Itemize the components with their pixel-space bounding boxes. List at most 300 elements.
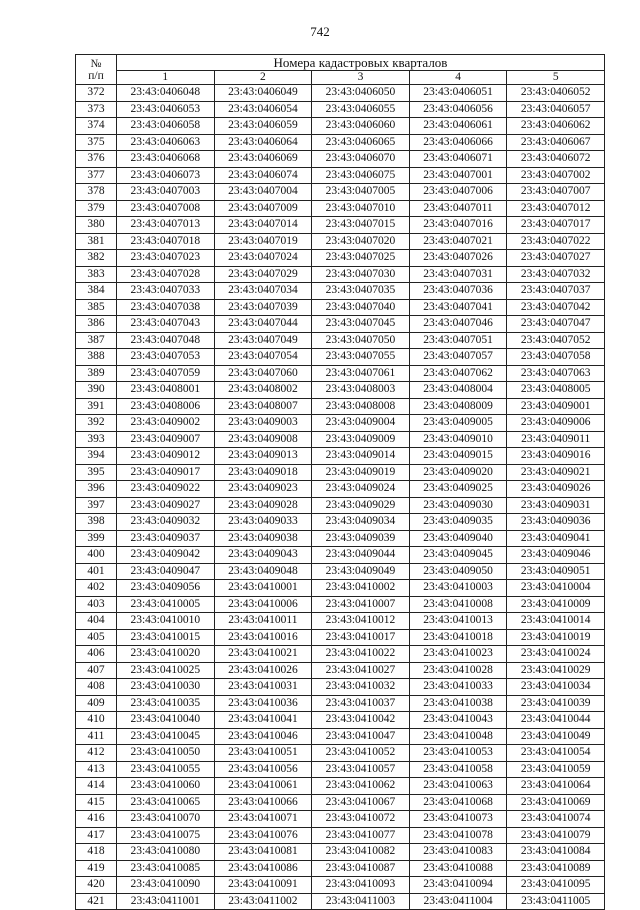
cadastral-number-cell: 23:43:0410001 — [214, 580, 312, 597]
cadastral-number-cell: 23:43:0409025 — [409, 481, 507, 498]
cadastral-number-cell: 23:43:0407034 — [214, 283, 312, 300]
table-row — [76, 299, 605, 316]
cadastral-number-cell: 23:43:0406063 — [117, 134, 215, 151]
row-number: 391 — [76, 398, 117, 415]
table-row — [76, 662, 605, 679]
table-row — [76, 580, 605, 597]
cadastral-number-cell: 23:43:0410083 — [409, 844, 507, 861]
cadastral-number-cell: 23:43:0409032 — [117, 514, 215, 531]
cadastral-number-cell: 23:43:0409044 — [312, 547, 410, 564]
cadastral-number-cell: 23:43:0406061 — [409, 118, 507, 135]
cadastral-number-cell: 23:43:0410038 — [409, 695, 507, 712]
table-row — [76, 728, 605, 745]
cadastral-number-cell: 23:43:0410026 — [214, 662, 312, 679]
cadastral-number-cell: 23:43:0411004 — [409, 893, 507, 910]
row-number: 399 — [76, 530, 117, 547]
row-number: 388 — [76, 349, 117, 366]
row-number: 378 — [76, 184, 117, 201]
cadastral-number-cell: 23:43:0406052 — [507, 85, 605, 102]
table-body — [76, 85, 605, 910]
row-number: 407 — [76, 662, 117, 679]
table-row — [76, 332, 605, 349]
table-row — [76, 398, 605, 415]
cadastral-number-cell: 23:43:0409056 — [117, 580, 215, 597]
cadastral-number-cell: 23:43:0409029 — [312, 497, 410, 514]
row-number: 396 — [76, 481, 117, 498]
cadastral-number-cell: 23:43:0407028 — [117, 266, 215, 283]
cadastral-number-cell: 23:43:0407012 — [507, 200, 605, 217]
cadastral-number-cell: 23:43:0410003 — [409, 580, 507, 597]
cadastral-number-cell: 23:43:0406069 — [214, 151, 312, 168]
item-abbrev-label: п/п — [88, 69, 104, 82]
cadastral-number-cell: 23:43:0409014 — [312, 448, 410, 465]
cadastral-number-cell: 23:43:0410005 — [117, 596, 215, 613]
cadastral-number-cell: 23:43:0410093 — [312, 877, 410, 894]
table-row — [76, 712, 605, 729]
cadastral-number-cell: 23:43:0409047 — [117, 563, 215, 580]
cadastral-number-cell: 23:43:0410043 — [409, 712, 507, 729]
cadastral-number-cell: 23:43:0406048 — [117, 85, 215, 102]
cadastral-number-cell: 23:43:0407027 — [507, 250, 605, 267]
table-row — [76, 844, 605, 861]
row-number: 418 — [76, 844, 117, 861]
cadastral-number-cell: 23:43:0410076 — [214, 827, 312, 844]
cadastral-number-cell: 23:43:0406075 — [312, 167, 410, 184]
cadastral-number-cell: 23:43:0409018 — [214, 464, 312, 481]
cadastral-number-cell: 23:43:0410032 — [312, 679, 410, 696]
table-row — [76, 629, 605, 646]
table-row — [76, 134, 605, 151]
cadastral-number-cell: 23:43:0410063 — [409, 778, 507, 795]
cadastral-number-cell: 23:43:0407053 — [117, 349, 215, 366]
cadastral-number-cell: 23:43:0409031 — [507, 497, 605, 514]
row-number: 380 — [76, 217, 117, 234]
cadastral-number-cell: 23:43:0410045 — [117, 728, 215, 745]
cadastral-number-cell: 23:43:0410080 — [117, 844, 215, 861]
row-number: 387 — [76, 332, 117, 349]
cadastral-number-cell: 23:43:0406066 — [409, 134, 507, 151]
cadastral-number-cell: 23:43:0410060 — [117, 778, 215, 795]
table-row — [76, 514, 605, 531]
cadastral-number-cell: 23:43:0408009 — [409, 398, 507, 415]
cadastral-number-cell: 23:43:0407006 — [409, 184, 507, 201]
table-row — [76, 382, 605, 399]
cadastral-number-cell: 23:43:0406065 — [312, 134, 410, 151]
cadastral-number-cell: 23:43:0410048 — [409, 728, 507, 745]
cadastral-number-cell: 23:43:0410035 — [117, 695, 215, 712]
table-row — [76, 283, 605, 300]
cadastral-number-cell: 23:43:0407060 — [214, 365, 312, 382]
cadastral-number-cell: 23:43:0410082 — [312, 844, 410, 861]
row-number: 400 — [76, 547, 117, 564]
cadastral-number-cell: 23:43:0407049 — [214, 332, 312, 349]
cadastral-number-cell: 23:43:0407026 — [409, 250, 507, 267]
cadastral-number-cell: 23:43:0410088 — [409, 860, 507, 877]
cadastral-number-cell: 23:43:0409001 — [507, 398, 605, 415]
number-sign-label: № — [90, 57, 102, 70]
cadastral-number-cell: 23:43:0410037 — [312, 695, 410, 712]
table-row — [76, 167, 605, 184]
row-number: 397 — [76, 497, 117, 514]
cadastral-number-cell: 23:43:0407043 — [117, 316, 215, 333]
cadastral-number-cell: 23:43:0410072 — [312, 811, 410, 828]
cadastral-number-cell: 23:43:0408001 — [117, 382, 215, 399]
cadastral-number-cell: 23:43:0408005 — [507, 382, 605, 399]
row-number: 384 — [76, 283, 117, 300]
table-row — [76, 646, 605, 663]
cadastral-number-cell: 23:43:0410036 — [214, 695, 312, 712]
table-row — [76, 431, 605, 448]
cadastral-number-cell: 23:43:0409045 — [409, 547, 507, 564]
cadastral-number-cell: 23:43:0407039 — [214, 299, 312, 316]
table-row — [76, 745, 605, 762]
cadastral-number-cell: 23:43:0406060 — [312, 118, 410, 135]
cadastral-number-cell: 23:43:0410009 — [507, 596, 605, 613]
cadastral-number-cell: 23:43:0410078 — [409, 827, 507, 844]
table-row — [76, 365, 605, 382]
cadastral-number-cell: 23:43:0407013 — [117, 217, 215, 234]
cadastral-number-cell: 23:43:0409015 — [409, 448, 507, 465]
table-row — [76, 596, 605, 613]
cadastral-number-cell: 23:43:0407047 — [507, 316, 605, 333]
cadastral-number-cell: 23:43:0406070 — [312, 151, 410, 168]
cadastral-number-cell: 23:43:0407002 — [507, 167, 605, 184]
cadastral-number-cell: 23:43:0407008 — [117, 200, 215, 217]
cadastral-number-cell: 23:43:0410073 — [409, 811, 507, 828]
row-number: 386 — [76, 316, 117, 333]
cadastral-number-cell: 23:43:0409041 — [507, 530, 605, 547]
cadastral-number-cell: 23:43:0406050 — [312, 85, 410, 102]
cadastral-number-cell: 23:43:0410067 — [312, 794, 410, 811]
row-number: 377 — [76, 167, 117, 184]
cadastral-number-cell: 23:43:0410046 — [214, 728, 312, 745]
row-number: 409 — [76, 695, 117, 712]
cadastral-number-cell: 23:43:0410049 — [507, 728, 605, 745]
row-number: 408 — [76, 679, 117, 696]
cadastral-number-cell: 23:43:0407045 — [312, 316, 410, 333]
cadastral-number-cell: 23:43:0410042 — [312, 712, 410, 729]
cadastral-number-cell: 23:43:0407037 — [507, 283, 605, 300]
row-number: 376 — [76, 151, 117, 168]
cadastral-number-cell: 23:43:0410014 — [507, 613, 605, 630]
cadastral-number-cell: 23:43:0406067 — [507, 134, 605, 151]
row-number: 402 — [76, 580, 117, 597]
cadastral-number-cell: 23:43:0409017 — [117, 464, 215, 481]
cadastral-number-cell: 23:43:0409034 — [312, 514, 410, 531]
cadastral-number-cell: 23:43:0407031 — [409, 266, 507, 283]
cadastral-number-cell: 23:43:0409051 — [507, 563, 605, 580]
cadastral-number-cell: 23:43:0406074 — [214, 167, 312, 184]
cadastral-number-cell: 23:43:0407042 — [507, 299, 605, 316]
cadastral-number-cell: 23:43:0407038 — [117, 299, 215, 316]
cadastral-number-cell: 23:43:0410059 — [507, 761, 605, 778]
cadastral-number-cell: 23:43:0410024 — [507, 646, 605, 663]
column-header: 3 — [312, 71, 410, 85]
cadastral-number-cell: 23:43:0407030 — [312, 266, 410, 283]
cadastral-number-cell: 23:43:0407046 — [409, 316, 507, 333]
cadastral-number-cell: 23:43:0409030 — [409, 497, 507, 514]
row-number: 416 — [76, 811, 117, 828]
cadastral-number-cell: 23:43:0409027 — [117, 497, 215, 514]
cadastral-number-cell: 23:43:0409008 — [214, 431, 312, 448]
cadastral-number-cell: 23:43:0410084 — [507, 844, 605, 861]
table-row — [76, 778, 605, 795]
cadastral-number-cell: 23:43:0407023 — [117, 250, 215, 267]
cadastral-number-cell: 23:43:0406059 — [214, 118, 312, 135]
cadastral-number-cell: 23:43:0411002 — [214, 893, 312, 910]
cadastral-number-cell: 23:43:0407004 — [214, 184, 312, 201]
row-number: 417 — [76, 827, 117, 844]
cadastral-number-cell: 23:43:0406057 — [507, 101, 605, 118]
row-number: 395 — [76, 464, 117, 481]
cadastral-number-cell: 23:43:0407003 — [117, 184, 215, 201]
cadastral-number-cell: 23:43:0410002 — [312, 580, 410, 597]
table-row — [76, 811, 605, 828]
cadastral-number-cell: 23:43:0406055 — [312, 101, 410, 118]
row-number: 379 — [76, 200, 117, 217]
row-number: 372 — [76, 85, 117, 102]
cadastral-number-cell: 23:43:0406058 — [117, 118, 215, 135]
table-row — [76, 85, 605, 102]
cadastral-number-cell: 23:43:0410018 — [409, 629, 507, 646]
cadastral-number-cell: 23:43:0407055 — [312, 349, 410, 366]
cadastral-number-cell: 23:43:0409004 — [312, 415, 410, 432]
cadastral-number-cell: 23:43:0407014 — [214, 217, 312, 234]
table-row — [76, 349, 605, 366]
row-number: 401 — [76, 563, 117, 580]
cadastral-number-cell: 23:43:0410070 — [117, 811, 215, 828]
page-number: 742 — [310, 24, 330, 39]
cadastral-number-cell: 23:43:0410011 — [214, 613, 312, 630]
cadastral-number-cell: 23:43:0408003 — [312, 382, 410, 399]
cadastral-number-cell: 23:43:0407010 — [312, 200, 410, 217]
table-row — [76, 497, 605, 514]
cadastral-number-cell: 23:43:0407009 — [214, 200, 312, 217]
table-row — [76, 893, 605, 910]
row-number: 420 — [76, 877, 117, 894]
cadastral-number-cell: 23:43:0406053 — [117, 101, 215, 118]
cadastral-number-cell: 23:43:0410091 — [214, 877, 312, 894]
table-row — [76, 613, 605, 630]
row-number: 413 — [76, 761, 117, 778]
cadastral-number-cell: 23:43:0407033 — [117, 283, 215, 300]
cadastral-number-cell: 23:43:0406062 — [507, 118, 605, 135]
table-row — [76, 448, 605, 465]
table-title: Номера кадастровых кварталов — [117, 55, 605, 71]
cadastral-number-cell: 23:43:0407036 — [409, 283, 507, 300]
table-row — [76, 316, 605, 333]
cadastral-number-cell: 23:43:0409049 — [312, 563, 410, 580]
cadastral-number-cell: 23:43:0410075 — [117, 827, 215, 844]
cadastral-number-cell: 23:43:0409007 — [117, 431, 215, 448]
row-number: 403 — [76, 596, 117, 613]
cadastral-number-cell: 23:43:0406064 — [214, 134, 312, 151]
cadastral-number-cell: 23:43:0410071 — [214, 811, 312, 828]
cadastral-number-cell: 23:43:0406056 — [409, 101, 507, 118]
cadastral-number-cell: 23:43:0410016 — [214, 629, 312, 646]
cadastral-number-cell: 23:43:0406071 — [409, 151, 507, 168]
cadastral-number-cell: 23:43:0409048 — [214, 563, 312, 580]
cadastral-number-cell: 23:43:0410069 — [507, 794, 605, 811]
row-number: 406 — [76, 646, 117, 663]
cadastral-number-cell: 23:43:0409024 — [312, 481, 410, 498]
row-number: 385 — [76, 299, 117, 316]
cadastral-number-cell: 23:43:0407032 — [507, 266, 605, 283]
cadastral-number-cell: 23:43:0409035 — [409, 514, 507, 531]
cadastral-number-cell: 23:43:0407017 — [507, 217, 605, 234]
cadastral-number-cell: 23:43:0407048 — [117, 332, 215, 349]
table-row — [76, 200, 605, 217]
table-row — [76, 761, 605, 778]
table-row — [76, 860, 605, 877]
row-number: 373 — [76, 101, 117, 118]
table-row — [76, 530, 605, 547]
cadastral-number-cell: 23:43:0410089 — [507, 860, 605, 877]
row-number: 383 — [76, 266, 117, 283]
table-row — [76, 794, 605, 811]
cadastral-number-cell: 23:43:0410052 — [312, 745, 410, 762]
table-row — [76, 877, 605, 894]
cadastral-number-cell: 23:43:0408007 — [214, 398, 312, 415]
cadastral-number-cell: 23:43:0410064 — [507, 778, 605, 795]
cadastral-number-cell: 23:43:0410020 — [117, 646, 215, 663]
cadastral-number-cell: 23:43:0407020 — [312, 233, 410, 250]
cadastral-number-cell: 23:43:0409006 — [507, 415, 605, 432]
cadastral-number-cell: 23:43:0410054 — [507, 745, 605, 762]
cadastral-number-cell: 23:43:0407029 — [214, 266, 312, 283]
row-number: 374 — [76, 118, 117, 135]
cadastral-number-cell: 23:43:0409009 — [312, 431, 410, 448]
cadastral-number-cell: 23:43:0407018 — [117, 233, 215, 250]
cadastral-number-cell: 23:43:0406054 — [214, 101, 312, 118]
cadastral-number-cell: 23:43:0410057 — [312, 761, 410, 778]
row-number: 381 — [76, 233, 117, 250]
cadastral-number-cell: 23:43:0410025 — [117, 662, 215, 679]
row-number: 412 — [76, 745, 117, 762]
cadastral-number-cell: 23:43:0409011 — [507, 431, 605, 448]
cadastral-number-cell: 23:43:0408004 — [409, 382, 507, 399]
cadastral-number-cell: 23:43:0409012 — [117, 448, 215, 465]
cadastral-number-cell: 23:43:0408002 — [214, 382, 312, 399]
cadastral-number-cell: 23:43:0409023 — [214, 481, 312, 498]
cadastral-number-cell: 23:43:0407058 — [507, 349, 605, 366]
cadastral-number-cell: 23:43:0410034 — [507, 679, 605, 696]
cadastral-number-cell: 23:43:0410053 — [409, 745, 507, 762]
cadastral-number-cell: 23:43:0410066 — [214, 794, 312, 811]
cadastral-number-cell: 23:43:0410019 — [507, 629, 605, 646]
row-number-header — [76, 55, 117, 85]
cadastral-number-cell: 23:43:0409026 — [507, 481, 605, 498]
cadastral-number-cell: 23:43:0409022 — [117, 481, 215, 498]
cadastral-number-cell: 23:43:0411003 — [312, 893, 410, 910]
cadastral-number-cell: 23:43:0410022 — [312, 646, 410, 663]
table-row — [76, 101, 605, 118]
cadastral-number-cell: 23:43:0406051 — [409, 85, 507, 102]
cadastral-number-cell: 23:43:0409020 — [409, 464, 507, 481]
cadastral-number-cell: 23:43:0409003 — [214, 415, 312, 432]
row-number: 392 — [76, 415, 117, 432]
cadastral-number-cell: 23:43:0406073 — [117, 167, 215, 184]
cadastral-number-cell: 23:43:0410050 — [117, 745, 215, 762]
cadastral-number-cell: 23:43:0410095 — [507, 877, 605, 894]
cadastral-number-cell: 23:43:0410008 — [409, 596, 507, 613]
cadastral-number-cell: 23:43:0410041 — [214, 712, 312, 729]
cadastral-number-cell: 23:43:0409016 — [507, 448, 605, 465]
cadastral-number-cell: 23:43:0410058 — [409, 761, 507, 778]
cadastral-number-cell: 23:43:0407015 — [312, 217, 410, 234]
cadastral-number-cell: 23:43:0409028 — [214, 497, 312, 514]
row-number: 382 — [76, 250, 117, 267]
row-number: 421 — [76, 893, 117, 910]
cadastral-number-cell: 23:43:0410047 — [312, 728, 410, 745]
cadastral-number-cell: 23:43:0408006 — [117, 398, 215, 415]
cadastral-number-cell: 23:43:0409005 — [409, 415, 507, 432]
row-number: 410 — [76, 712, 117, 729]
cadastral-number-cell: 23:43:0410090 — [117, 877, 215, 894]
cadastral-number-cell: 23:43:0409038 — [214, 530, 312, 547]
cadastral-number-cell: 23:43:0407024 — [214, 250, 312, 267]
cadastral-number-cell: 23:43:0410027 — [312, 662, 410, 679]
cadastral-number-cell: 23:43:0407040 — [312, 299, 410, 316]
cadastral-number-cell: 23:43:0407007 — [507, 184, 605, 201]
cadastral-number-cell: 23:43:0406049 — [214, 85, 312, 102]
cadastral-number-cell: 23:43:0407025 — [312, 250, 410, 267]
table-row — [76, 547, 605, 564]
cadastral-number-cell: 23:43:0407057 — [409, 349, 507, 366]
cadastral-number-cell: 23:43:0410077 — [312, 827, 410, 844]
row-number: 375 — [76, 134, 117, 151]
cadastral-number-cell: 23:43:0407063 — [507, 365, 605, 382]
cadastral-number-cell: 23:43:0410065 — [117, 794, 215, 811]
cadastral-number-cell: 23:43:0410061 — [214, 778, 312, 795]
cadastral-number-cell: 23:43:0410039 — [507, 695, 605, 712]
cadastral-number-cell: 23:43:0407019 — [214, 233, 312, 250]
cadastral-number-cell: 23:43:0410013 — [409, 613, 507, 630]
table-row — [76, 118, 605, 135]
cadastral-number-cell: 23:43:0407016 — [409, 217, 507, 234]
cadastral-number-cell: 23:43:0407022 — [507, 233, 605, 250]
cadastral-number-cell: 23:43:0409019 — [312, 464, 410, 481]
cadastral-number-cell: 23:43:0407011 — [409, 200, 507, 217]
cadastral-number-cell: 23:43:0407052 — [507, 332, 605, 349]
cadastral-number-cell: 23:43:0410012 — [312, 613, 410, 630]
cadastral-number-cell: 23:43:0410051 — [214, 745, 312, 762]
cadastral-number-cell: 23:43:0410086 — [214, 860, 312, 877]
row-number: 404 — [76, 613, 117, 630]
cadastral-number-cell: 23:43:0407035 — [312, 283, 410, 300]
cadastral-number-cell: 23:43:0408008 — [312, 398, 410, 415]
cadastral-number-cell: 23:43:0410094 — [409, 877, 507, 894]
row-number: 394 — [76, 448, 117, 465]
cadastral-number-cell: 23:43:0409046 — [507, 547, 605, 564]
cadastral-number-cell: 23:43:0410017 — [312, 629, 410, 646]
column-header: 1 — [117, 71, 215, 85]
row-number: 414 — [76, 778, 117, 795]
cadastral-number-cell: 23:43:0410031 — [214, 679, 312, 696]
cadastral-number-cell: 23:43:0409042 — [117, 547, 215, 564]
row-number: 405 — [76, 629, 117, 646]
cadastral-number-cell: 23:43:0409033 — [214, 514, 312, 531]
table-row — [76, 827, 605, 844]
table-row — [76, 563, 605, 580]
row-number: 415 — [76, 794, 117, 811]
cadastral-number-cell: 23:43:0407041 — [409, 299, 507, 316]
cadastral-number-cell: 23:43:0407001 — [409, 167, 507, 184]
cadastral-number-cell: 23:43:0410087 — [312, 860, 410, 877]
cadastral-number-cell: 23:43:0407062 — [409, 365, 507, 382]
cadastral-number-cell: 23:43:0410081 — [214, 844, 312, 861]
row-number: 389 — [76, 365, 117, 382]
